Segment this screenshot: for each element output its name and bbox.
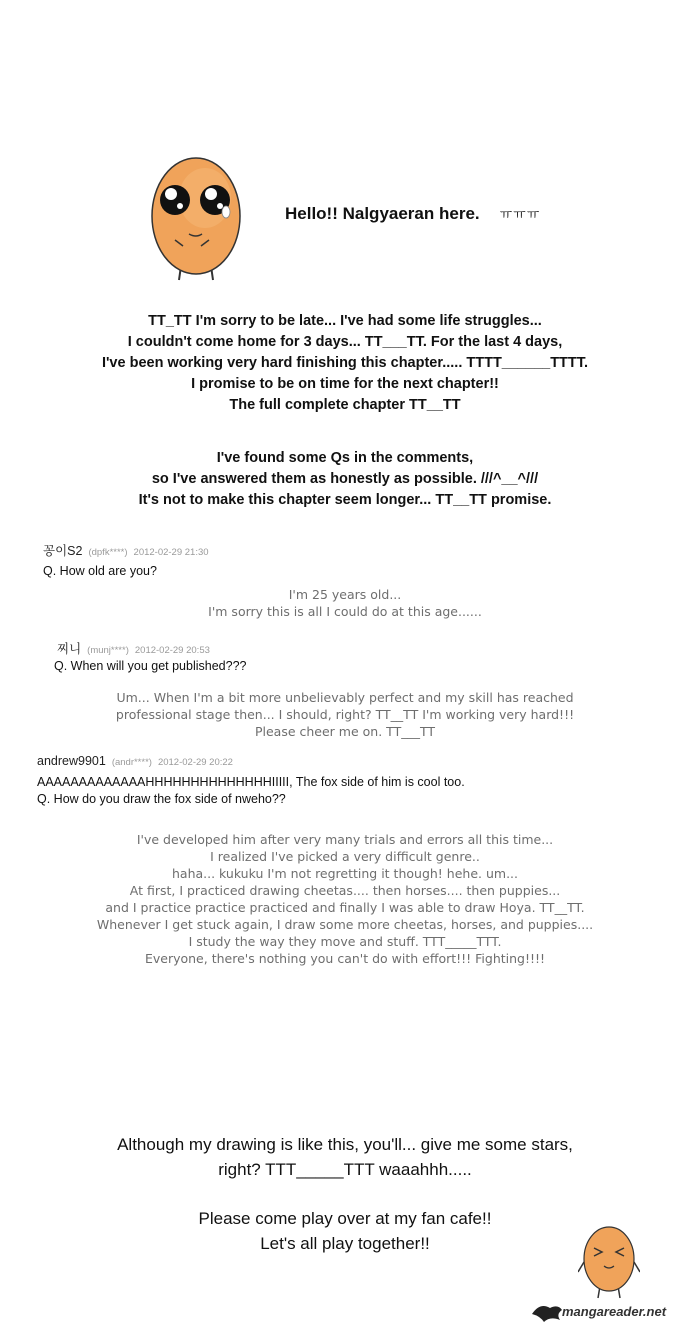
apology-line: The full complete chapter TT__TT xyxy=(229,397,461,413)
qa-intro xyxy=(0,448,690,511)
answer-line: and I practice practice practiced and finally I was able to draw Hoya. TT__TT. xyxy=(105,900,585,915)
comment-line: Q. How do you draw the fox side of nweho?? xyxy=(37,792,286,806)
closing-line: Let's all play together!! xyxy=(260,1234,430,1253)
answer xyxy=(0,831,690,967)
comment-line: Q. How old are you? xyxy=(43,564,157,578)
answer-line: I've developed him after very many trials and errors all this time... xyxy=(136,832,554,847)
answer-line: I realized I've picked a very difficult genre.. xyxy=(210,849,480,864)
comment-meta xyxy=(37,754,233,768)
comment-line: Q. When will you get published??? xyxy=(54,659,247,673)
comment-meta xyxy=(57,639,210,657)
answer-line: I'm 25 years old... xyxy=(288,587,402,602)
answer-line: Whenever I get stuck again, I draw some more cheetas, horses, and puppies.... xyxy=(96,917,594,932)
comment-id: (andr****) xyxy=(111,757,152,768)
closing-stars xyxy=(0,1132,690,1182)
apology-line: TT_TT I'm sorry to be late... I've had some life struggles... xyxy=(148,313,542,329)
comment-text xyxy=(43,563,157,580)
answer xyxy=(0,586,690,620)
closing-line: Please come play over at my fan cafe!! xyxy=(198,1209,492,1228)
comment-date: 2012-02-29 21:30 xyxy=(133,547,209,558)
greeting xyxy=(285,204,540,224)
answer-line: Um... When I'm a bit more unbelievably perfect and my skill has reached xyxy=(116,690,574,705)
apology-message xyxy=(0,311,690,416)
comment-user: 찌니 xyxy=(57,642,82,656)
comment-user: andrew9901 xyxy=(37,754,106,768)
apology-line: I couldn't come home for 3 days... TT___TT. For the last 4 days, xyxy=(127,334,563,350)
qa-intro-line: so I've answered them as honestly as possible. ///^__^/// xyxy=(151,471,539,487)
comment-text xyxy=(54,658,246,675)
comment-id: (dpfk****) xyxy=(88,547,128,558)
egg-character-icon xyxy=(145,148,250,283)
watermark-text: mangareader.net xyxy=(562,1304,667,1319)
comment-line: AAAAAAAAAAAAAHHHHHHHHHHHHHHIIIII, The fox side of him is cool too. xyxy=(37,775,465,789)
answer-line: Please cheer me on. TT___TT xyxy=(254,724,436,739)
answer-line: I study the way they move and stuff. TTT_____TTT. xyxy=(188,934,502,949)
greeting-text: Hello!! Nalgyaeran here. xyxy=(285,204,480,223)
comment-meta xyxy=(43,541,209,559)
comment-text xyxy=(37,774,465,808)
answer-line: Everyone, there's nothing you can't do with effort!!! Fighting!!!! xyxy=(144,951,546,966)
comment-id: (munj****) xyxy=(87,645,129,656)
answer-line: At first, I practiced drawing cheetas.... then horses.... then puppies... xyxy=(129,883,561,898)
closing-line: right? TTT_____TTT waaahhh..... xyxy=(218,1160,472,1179)
answer-line: I'm sorry this is all I could do at this age...... xyxy=(208,604,482,619)
answer-line: professional stage then... I should, right? TT__TT I'm working very hard!!! xyxy=(115,707,575,722)
closing-line: Although my drawing is like this, you'll... give me some stars, xyxy=(117,1135,573,1154)
apology-line: I promise to be on time for the next chapter!! xyxy=(191,376,499,392)
qa-intro-line: I've found some Qs in the comments, xyxy=(216,450,474,466)
comment-date: 2012-02-29 20:22 xyxy=(157,757,233,768)
mangareader-logo-icon xyxy=(530,1300,564,1324)
qa-intro-line: It's not to make this chapter seem longer... TT__TT promise. xyxy=(138,492,552,508)
greeting-tears: ㅠㅠㅠ xyxy=(499,207,541,222)
answer xyxy=(0,689,690,740)
answer-line: haha... kukuku I'm not regretting it though! hehe. um... xyxy=(171,866,518,881)
apology-line: I've been working very hard finishing this chapter..... TTTT______TTTT. xyxy=(101,355,589,371)
comment-user: 꽁이S2 xyxy=(43,544,83,558)
comment-date: 2012-02-29 20:53 xyxy=(134,645,210,656)
egg-character-small-icon xyxy=(578,1222,640,1300)
